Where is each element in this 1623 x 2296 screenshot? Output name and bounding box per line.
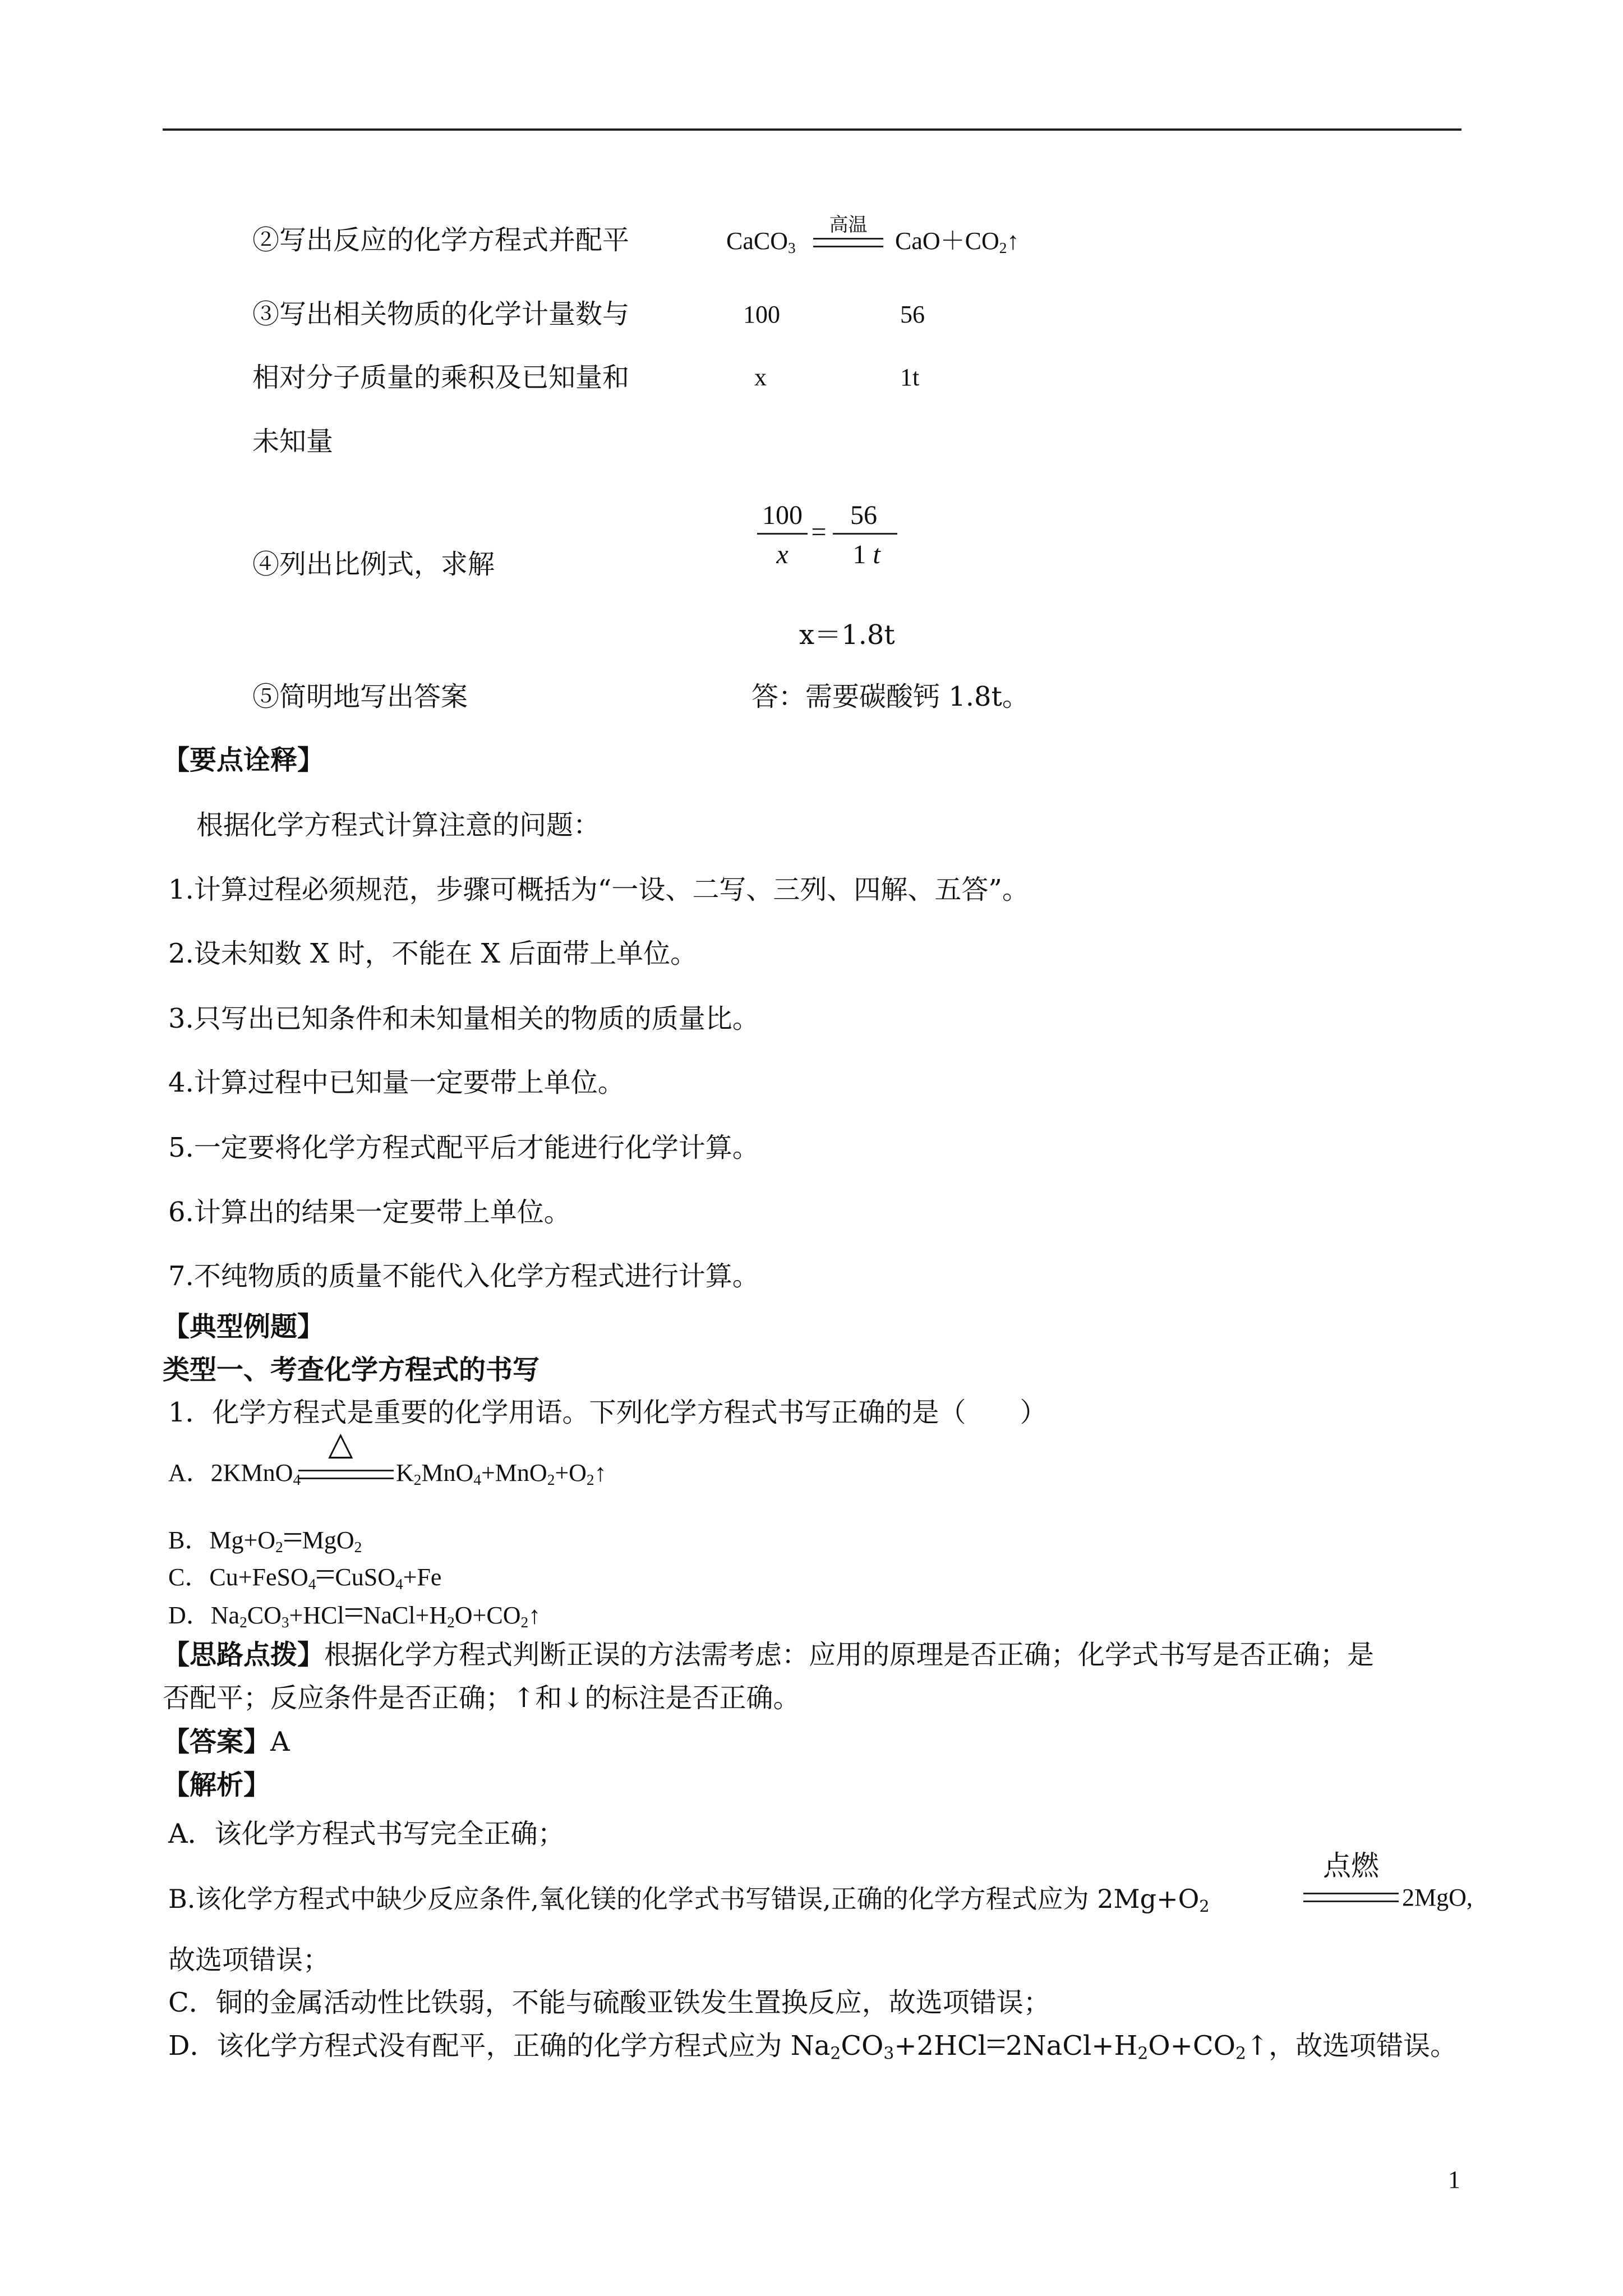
type-heading: 类型一、考查化学方程式的书写 [163,1354,540,1386]
option-c: C．Cu+FeSO$_4$ CuSO$_4$+Fe [168,1563,442,1593]
analysis-c: C．铜的金属活动性比铁弱，不能与硫酸亚铁发生置换反应，故选项错误； [168,1987,1050,2018]
question-1: 1．化学方程式是重要的化学用语。下列化学方程式书写正确的是（ ） [168,1397,1047,1428]
condition-ignite: 点燃 [1323,1849,1379,1882]
answer-line: 【答案】A [163,1726,290,1757]
note-item-2: 2.设未知数 X 时，不能在 X 后面带上单位。 [168,938,698,969]
notes-heading: 【要点诠释】 [163,744,325,776]
gas-arrow-icon: ↑ [594,1459,607,1487]
hint-line1: 【思路点拨】根据化学方程式判断正误的方法需考虑：应用的原理是否正确；化学式书写是否正确；是 [163,1639,1375,1671]
analysis-b-equals [1303,1893,1399,1902]
molar-mass-cao: 56 [900,301,925,328]
analysis-heading: 【解析】 [163,1769,271,1801]
option-d: D．$Na_2CO_3+HCl$ $NaCl+H_2O+CO_2↑$ [168,1602,541,1631]
note-item-3: 3.只写出已知条件和未知量相关的物质的质量比。 [168,1003,759,1034]
fraction1-bar [757,533,808,535]
notes-intro: 根据化学方程式计算注意的问题： [196,809,601,841]
step2-label: ②写出反应的化学方程式并配平 [252,224,630,256]
examples-heading: 【典型例题】 [163,1311,325,1342]
option-a-right: $K_2MnO_4+MnO_2+O_2↑$ [396,1459,607,1488]
equals-sign [813,238,883,247]
header-rule [163,128,1461,131]
option-b: B．$Mg+O_2$ MgO$_2$ [168,1526,362,1556]
fraction1-denominator: x [776,540,789,569]
note-item-1: 1.计算过程必须规范，步骤可概括为“一设、二写、三列、四解、五答”。 [168,874,1029,905]
step2-reactant: CaCO$_3$ [726,227,796,256]
analysis-b-product: 2MgO, [1402,1884,1473,1911]
molar-mass-caco3: 100 [743,301,780,328]
heat-triangle-icon: △ [328,1424,353,1462]
unknown-x: x [754,364,767,391]
step3-label-line3: 未知量 [252,426,334,457]
step4-result: x＝1.8t [799,619,895,651]
analysis-d: D．该化学方程式没有配平，正确的化学方程式应为 $Na_2CO_3+2HCl$ $2NaCl+H_2O+CO_2↑$，故选项错误。 [168,2030,1458,2064]
fraction2-bar [833,533,897,535]
fraction2-denominator: 1 t [852,540,880,569]
note-item-6: 6.计算出的结果一定要带上单位。 [168,1197,571,1228]
page-number: 1 [1448,2166,1460,2193]
step5-label: ⑤简明地写出答案 [252,681,468,712]
proportion-equals: = [811,517,827,547]
option-a-equals [298,1470,394,1479]
step5-answer: 答：需要碳酸钙 1.8t。 [751,681,1029,712]
fraction2-numerator: 56 [850,500,877,530]
step3-label-line1: ③写出相关物质的化学计量数与 [252,298,630,330]
gas-arrow-icon: ↑ [1007,227,1020,255]
analysis-b-line1: B.该化学方程式中缺少反应条件,氧化镁的化学式书写错误,正确的化学方程式应为 $2Mg+O_2$ [168,1884,1210,1916]
condition-high-temp: 高温 [829,214,868,236]
step2-products: $CaO+CO_2↑$ [895,227,1020,256]
gas-arrow-icon: ↑ [528,1602,541,1629]
note-item-4: 4.计算过程中已知量一定要带上单位。 [168,1067,625,1098]
known-mass: 1t [900,364,920,391]
step4-label: ④列出比例式，求解 [252,549,495,580]
analysis-b-line2: 故选项错误； [168,1944,330,1976]
note-item-5: 5.一定要将化学方程式配平后才能进行化学计算。 [168,1132,759,1163]
hint-line2: 否配平；反应条件是否正确；↑和↓的标注是否正确。 [163,1682,800,1714]
fraction1-numerator: 100 [762,500,803,530]
analysis-a: A．该化学方程式书写完全正确； [168,1818,565,1849]
step3-label-line2: 相对分子质量的乘积及已知量和 [252,362,630,393]
option-a-left: A．2KMnO$_4$ [168,1459,301,1488]
note-item-7: 7.不纯物质的质量不能代入化学方程式进行计算。 [168,1260,759,1292]
